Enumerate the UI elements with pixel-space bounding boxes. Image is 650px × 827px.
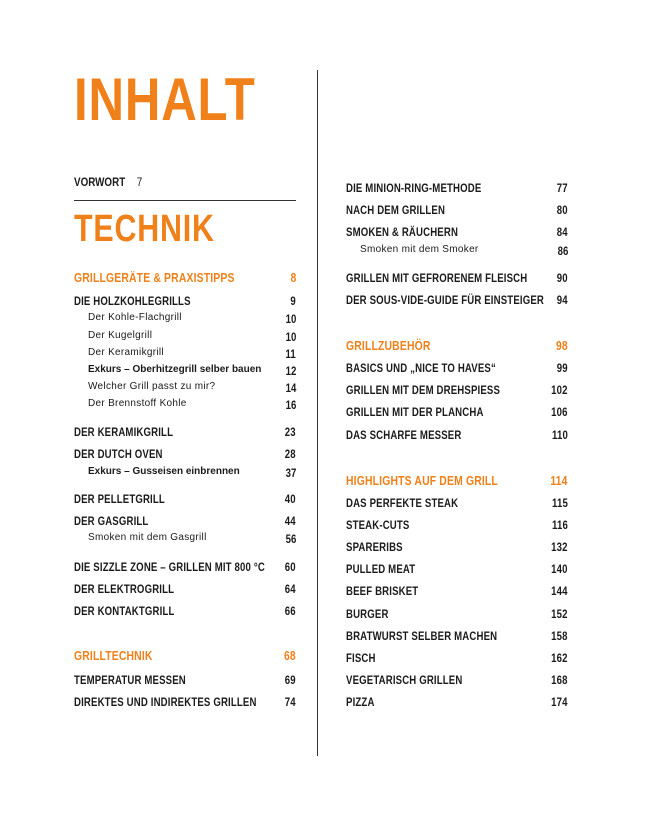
toc-entry-page: 69 (285, 673, 296, 687)
toc-entry-label: DER KONTAKTGRILL (74, 604, 175, 618)
toc-entry-label: GRILLEN MIT DEM DREHSPIESS (346, 383, 501, 397)
toc-entry[interactable] (74, 381, 296, 397)
toc-entry[interactable] (74, 330, 296, 346)
toc-entry-label: Der Kugelgrill (88, 330, 153, 341)
toc-entry-page: 80 (557, 203, 568, 217)
page-title: INHALT (74, 66, 256, 133)
toc-entry-label: Der Keramikgrill (88, 347, 164, 358)
toc-entry[interactable] (346, 562, 568, 578)
toc-entry[interactable] (74, 560, 296, 576)
toc-entry-page: 106 (551, 405, 568, 419)
toc-entry[interactable] (346, 518, 568, 534)
toc-entry[interactable] (74, 294, 296, 310)
toc-entry-page: 152 (551, 607, 568, 621)
toc-entry-page: 14 (285, 381, 296, 395)
toc-entry-label: DIE SIZZLE ZONE – GRILLEN MIT 800 °C (74, 560, 265, 574)
toc-entry-page: 60 (285, 560, 296, 574)
toc-entry-label: BEEF BRISKET (346, 584, 419, 598)
toc-entry[interactable] (346, 361, 568, 377)
toc-entry[interactable] (346, 695, 568, 711)
toc-entry-label: PULLED MEAT (346, 562, 416, 576)
toc-entry-label: FISCH (346, 651, 376, 665)
toc-entry-label: DER ELEKTROGRILL (74, 582, 175, 596)
toc-entry[interactable] (74, 492, 296, 508)
toc-entry-page: 162 (551, 651, 568, 665)
toc-entry-label: VORWORT (74, 175, 126, 189)
toc-entry[interactable] (74, 398, 296, 414)
toc-entry-page: 115 (552, 496, 568, 510)
toc-entry-page: 94 (557, 293, 568, 307)
column-divider (317, 70, 318, 756)
toc-entry-page: 74 (285, 695, 296, 709)
toc-entry-label: NACH DEM GRILLEN (346, 203, 446, 217)
toc-entry-page: 56 (285, 532, 296, 546)
toc-entry-page: 114 (550, 473, 568, 488)
toc-entry-page: 98 (556, 338, 568, 353)
toc-entry-label: SPARERIBS (346, 540, 403, 554)
toc-entry-label: GRILLZUBEHÖR (346, 338, 431, 353)
toc-entry[interactable] (74, 425, 296, 441)
toc-entry-page: 44 (285, 514, 296, 528)
toc-entry-page: 116 (552, 518, 568, 532)
toc-entry-label: DIREKTES UND INDIREKTES GRILLEN (74, 695, 257, 709)
toc-entry-label: DAS SCHARFE MESSER (346, 428, 462, 442)
toc-entry-label: BURGER (346, 607, 389, 621)
toc-entry[interactable] (74, 312, 296, 328)
toc-entry[interactable] (346, 383, 568, 399)
toc-entry-label: DAS PERFEKTE STEAK (346, 496, 459, 510)
toc-entry-page: 174 (551, 695, 568, 709)
toc-entry[interactable] (74, 532, 296, 548)
toc-entry[interactable] (346, 496, 568, 512)
toc-entry-label: DIE HOLZKOHLEGRILLS (74, 294, 191, 308)
toc-entry-label: BRATWURST SELBER MACHEN (346, 629, 498, 643)
toc-entry[interactable] (346, 271, 568, 287)
toc-entry-page: 11 (285, 347, 296, 361)
toc-entry-label: DER GASGRILL (74, 514, 149, 528)
toc-entry-page: 99 (557, 361, 568, 375)
toc-entry-label: DER DUTCH OVEN (74, 447, 163, 461)
toc-entry-label: GRILLEN MIT GEFRORENEM FLEISCH (346, 271, 528, 285)
toc-entry-page: 102 (551, 383, 568, 397)
toc-entry[interactable] (346, 629, 568, 645)
toc-entry-label: Smoken mit dem Smoker (360, 244, 479, 255)
toc-entry[interactable] (74, 347, 296, 363)
toc-entry-page: 64 (285, 582, 296, 596)
toc-entry-label: SMOKEN & RÄUCHERN (346, 225, 459, 239)
toc-entry-label: VEGETARISCH GRILLEN (346, 673, 463, 687)
toc-entry[interactable] (74, 673, 296, 689)
toc-entry-label: BASICS UND „NICE TO HAVES“ (346, 361, 496, 375)
toc-entry[interactable] (74, 695, 296, 711)
toc-entry[interactable] (346, 673, 568, 689)
toc-entry-label: TEMPERATUR MESSEN (74, 673, 186, 687)
toc-entry-page: 168 (551, 673, 568, 687)
toc-entry[interactable] (346, 651, 568, 667)
toc-entry-page: 10 (285, 330, 296, 344)
toc-entry-page: 10 (285, 312, 296, 326)
toc-entry[interactable] (346, 405, 568, 421)
toc-entry-label: DER KERAMIKGRILL (74, 425, 174, 439)
toc-entry-page: 9 (290, 294, 296, 308)
toc-entry-label: Smoken mit dem Gasgrill (88, 532, 207, 543)
toc-entry-label: STEAK-CUTS (346, 518, 410, 532)
toc-entry-page: 8 (290, 270, 296, 285)
toc-entry-page: 110 (552, 428, 568, 442)
toc-entry-label: GRILLGERÄTE & PRAXISTIPPS (74, 270, 235, 285)
toc-entry[interactable] (74, 447, 296, 463)
toc-entry-page: 40 (285, 492, 296, 506)
toc-entry-page: 158 (551, 629, 568, 643)
toc-entry[interactable] (74, 582, 296, 598)
toc-entry[interactable] (346, 203, 568, 219)
toc-entry[interactable] (346, 225, 568, 241)
toc-entry[interactable] (346, 540, 568, 556)
toc-entry-page: 7 (136, 175, 143, 189)
toc-entry-label: Der Brennstoff Kohle (88, 398, 187, 409)
toc-entry-vorwort[interactable] (74, 175, 142, 189)
toc-entry-label: GRILLEN MIT DER PLANCHA (346, 405, 484, 419)
toc-entry-page: 68 (284, 648, 296, 663)
toc-entry-page: 84 (557, 225, 568, 239)
toc-entry-label: Exkurs – Gusseisen einbrennen (88, 466, 240, 477)
toc-entry-label: HIGHLIGHTS AUF DEM GRILL (346, 473, 498, 488)
toc-entry[interactable] (346, 293, 568, 309)
toc-entry-label: Exkurs – Oberhitzegrill selber bauen (88, 364, 262, 375)
toc-entry-page: 12 (285, 364, 296, 378)
toc-entry-page: 66 (285, 604, 296, 618)
toc-entry-page: 86 (557, 244, 568, 258)
toc-section-heading[interactable] (74, 270, 296, 286)
toc-section-heading[interactable] (74, 648, 296, 664)
toc-entry-label: Der Kohle-Flachgrill (88, 312, 182, 323)
toc-entry[interactable] (346, 607, 568, 623)
toc-entry-page: 23 (285, 425, 296, 439)
toc-entry-page: 37 (285, 466, 296, 480)
divider-line (74, 200, 296, 201)
toc-entry-page: 140 (551, 562, 568, 576)
toc-entry-label: Welcher Grill passt zu mir? (88, 381, 216, 392)
toc-entry-page: 16 (285, 398, 296, 412)
toc-entry-page: 77 (557, 181, 568, 195)
toc-entry[interactable] (346, 428, 568, 444)
toc-entry-page: 90 (557, 271, 568, 285)
toc-entry[interactable] (346, 244, 568, 260)
toc-entry[interactable] (346, 181, 568, 197)
toc-entry-page: 28 (285, 447, 296, 461)
toc-entry[interactable] (74, 364, 296, 380)
toc-section-heading[interactable] (346, 473, 568, 489)
toc-entry-page: 132 (551, 540, 568, 554)
toc-entry-label: DIE MINION-RING-METHODE (346, 181, 482, 195)
toc-entry-page: 144 (551, 584, 568, 598)
toc-section-heading[interactable] (346, 338, 568, 354)
toc-entry[interactable] (74, 466, 296, 482)
toc-entry-label: PIZZA (346, 695, 375, 709)
toc-entry[interactable] (346, 584, 568, 600)
toc-entry-label: DER PELLETGRILL (74, 492, 165, 506)
toc-entry[interactable] (74, 604, 296, 620)
toc-entry-label: GRILLTECHNIK (74, 648, 153, 663)
toc-entry[interactable] (74, 514, 296, 530)
toc-entry-label: DER SOUS-VIDE-GUIDE FÜR EINSTEIGER (346, 293, 544, 307)
section-title: TECHNIK (74, 208, 215, 250)
